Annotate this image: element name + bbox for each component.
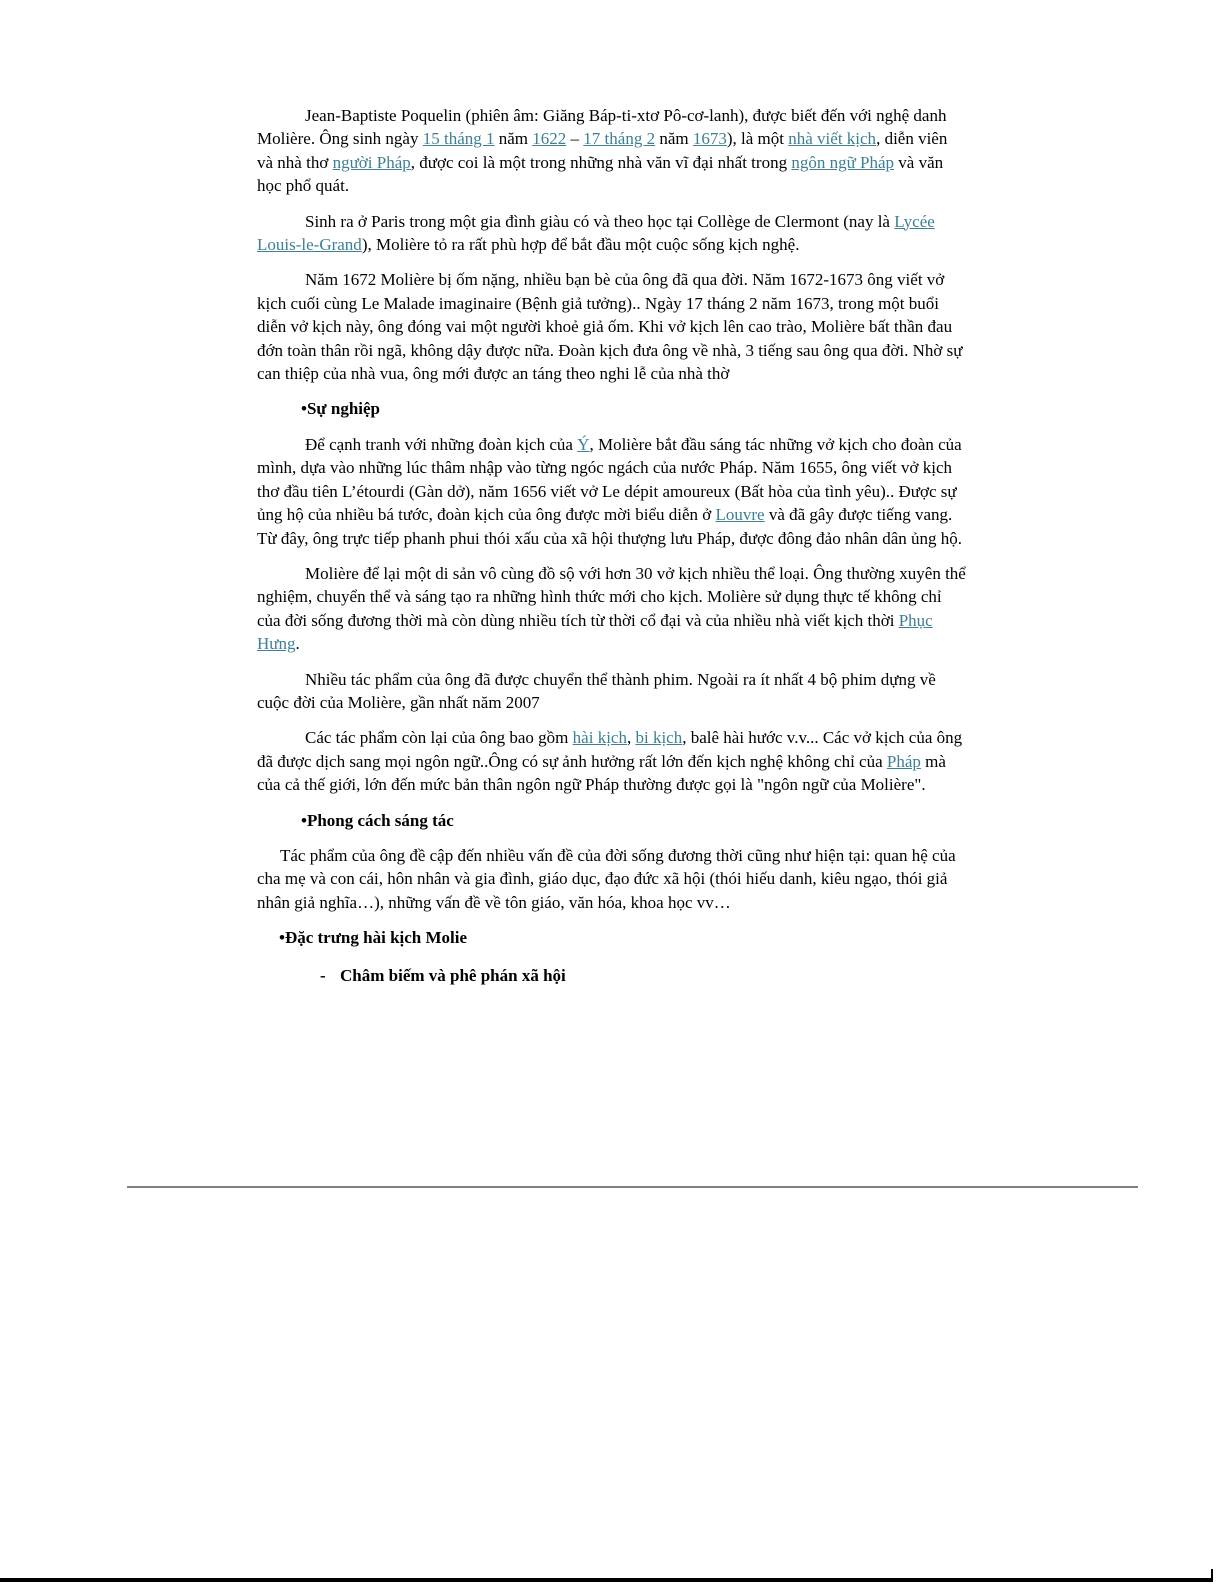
- text-run: Tác phẩm của ông đề cập đến nhiều vấn đề của đời sống đương thời cũng như hiện tại: quan hệ của cha mẹ và con cái, hôn nhân và gia đình, giáo dục, đạo đức xã hội (thói hiếu danh, kiêu ngạo, thói giả nhân giả nghĩa…), những vấn đề về tôn giáo, văn hóa, khoa học vv…: [257, 845, 956, 912]
- horizontal-rule: [127, 1186, 1138, 1188]
- text-run: , diễn viên và nhà thơ: [257, 129, 948, 172]
- list-item-text: Châm biếm và phê phán xã hội: [340, 965, 566, 985]
- films-paragraph: [257, 668, 966, 715]
- text-run: năm: [655, 129, 693, 149]
- text-run: , Molière bắt đầu sáng tác những vở kịch cho đoàn của mình, dựa vào những lúc thâm nhập vào từng ngóc ngách của nước Pháp. Năm 1655, ông viết vở kịch thơ đầu tiên L’étourdi (Gàn dở), năm 1656 viết vở Le dépit amoureux (Bất hòa của tình yêu).. Được sự ủng hộ của nhiều bá tước, đoàn kịch của ông được mời biểu diễn ở: [257, 434, 962, 525]
- text-run: Để cạnh tranh với những đoàn kịch của: [305, 434, 578, 454]
- hyperlink[interactable]: 1622: [532, 129, 567, 149]
- text-run: , balê hài hước v.v... Các vở kịch của ông đã được dịch sang mọi ngôn ngữ..Ông có sự ảnh hưởng rất lớn đến kịch nghệ không chỉ của: [257, 728, 963, 771]
- style-paragraph: [257, 844, 966, 914]
- satire-list-item: [320, 964, 966, 987]
- document-body: [257, 104, 966, 987]
- hyperlink[interactable]: 15 tháng 1: [422, 129, 495, 149]
- legacy-paragraph: [257, 562, 966, 656]
- text-run: Molière để lại một di sản vô cùng đồ sộ với hơn 30 vở kịch nhiều thể loại. Ông thường xuyên thể nghiệm, chuyển thể và sáng tạo ra những hình thức mới cho kịch. Molière sử dụng thực tế không chỉ của đời sống đương thời mà còn dùng nhiều tích từ thời cổ đại và của nhiều nhà viết kịch thời: [257, 563, 966, 630]
- hyperlink[interactable]: nhà viết kịch: [788, 129, 877, 149]
- text-run: , được coi là một trong những nhà văn vĩ đại nhất trong: [410, 152, 792, 172]
- education-paragraph: [257, 210, 966, 257]
- hyperlink[interactable]: Lycée Louis-le-Grand: [257, 211, 935, 255]
- text-run: mà của cả thế giới, lớn đến mức bản thân ngôn ngữ Pháp thường được gọi là "ngôn ngữ của Molière".: [257, 751, 946, 795]
- hyperlink[interactable]: Pháp: [886, 751, 921, 771]
- text-run: Nhiều tác phẩm của ông đã được chuyển thể thành phim. Ngoài ra ít nhất 4 bộ phim dựng về cuộc đời của Molière, gần nhất năm 2007: [257, 669, 936, 712]
- text-run: Sinh ra ở Paris trong một gia đình giàu có và theo học tại Collège de Clermont (nay là: [305, 211, 895, 231]
- heading-career: •Sự nghiệp: [301, 399, 380, 419]
- hyperlink[interactable]: Phục Hưng: [257, 610, 933, 654]
- hyperlink[interactable]: Louvre: [715, 505, 765, 525]
- hyperlink[interactable]: ngôn ngữ Pháp: [791, 152, 895, 172]
- dash-marker: -: [320, 965, 326, 985]
- career-paragraph: [257, 433, 966, 550]
- text-run: ), là một: [726, 129, 789, 149]
- hyperlink[interactable]: hài kịch: [572, 728, 627, 748]
- heading-comedy-traits: •Đặc trưng hài kịch Molie: [279, 928, 468, 948]
- text-run: ,: [626, 728, 636, 748]
- hyperlink[interactable]: bi kịch: [635, 728, 683, 748]
- text-run: –: [566, 129, 584, 149]
- text-run: Jean-Baptiste Poquelin (phiên âm: Giăng Báp-ti-xtơ Pô-cơ-lanh), được biết đến với nghệ danh Molière. Ông sinh ngày: [257, 106, 947, 149]
- text-run: và văn học phổ quát.: [257, 152, 944, 196]
- heading-style: •Phong cách sáng tác: [301, 810, 454, 830]
- window-corner-tick: [1211, 1569, 1213, 1582]
- text-run: ), Molière tỏ ra rất phù hợp để bắt đầu một cuộc sống kịch nghệ.: [361, 235, 800, 255]
- text-run: Các tác phẩm còn lại của ông bao gồm: [305, 728, 573, 748]
- text-run: .: [295, 634, 300, 654]
- hyperlink[interactable]: 1673: [692, 129, 727, 149]
- window-edge-bar: [0, 1578, 1213, 1582]
- hyperlink[interactable]: người Pháp: [332, 152, 411, 172]
- hyperlink[interactable]: Ý: [577, 434, 590, 454]
- text-run: Năm 1672 Molière bị ốm nặng, nhiều bạn bè của ông đã qua đời. Năm 1672-1673 ông viết vở kịch cuối cùng Le Malade imaginaire (Bệnh giả tưởng).. Ngày 17 tháng 2 năm 1673, trong một buổi diễn vở kịch này, ông đóng vai một người khoẻ giả ốm. Khi vở kịch lên cao trào, Molière bất thần đau đớn toàn thân rồi ngã, không dậy được nữa. Đoàn kịch đưa ông về nhà, 3 tiếng sau ông qua đời. Nhờ sự can thiệp của nhà vua, ông mới được an táng theo nghi lễ của nhà thờ: [257, 270, 963, 384]
- text-run: và đã gây được tiếng vang. Từ đây, ông trực tiếp phanh phui thói xấu của xã hội thượng lưu Pháp, được đông đảo nhân dân ủng hộ.: [257, 505, 963, 548]
- text-run: năm: [494, 129, 533, 149]
- works-influence-paragraph: [257, 726, 966, 796]
- death-paragraph: [257, 268, 966, 385]
- hyperlink[interactable]: 17 tháng 2: [583, 129, 656, 149]
- intro-paragraph: [257, 104, 966, 198]
